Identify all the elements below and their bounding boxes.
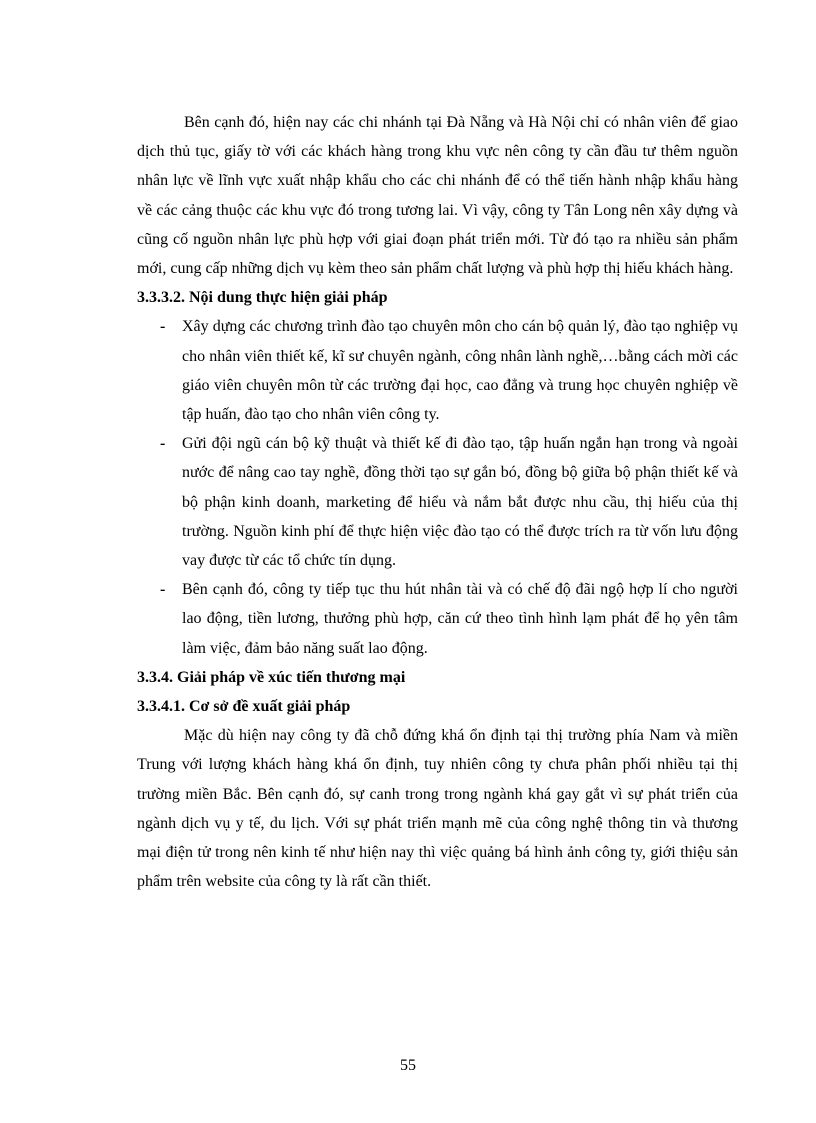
bullet-dash: - <box>160 435 166 453</box>
list-item <box>137 429 738 575</box>
bullet-list <box>137 312 738 662</box>
heading-3-3-4: 3.3.4. Giải pháp về xúc tiến thương mại <box>137 668 406 686</box>
heading-3-3-3-2: 3.3.3.2. Nội dung thực hiện giải pháp <box>137 289 388 307</box>
paragraph-basis: Mặc dù hiện nay công ty đã chỗ đứng khá ổn định tại thị trường phía Nam và miền Trung với lượng khách hàng khá ổn định, tuy nhiên công ty chưa phân phối nhiều tại thị trường miền Bắc. Bên cạnh đó, sự canh trong trong ngành khá gay gắt vì sự phát triển của ngành dịch vụ y tế, du lịch. Với sự phát triển mạnh mẽ của công nghệ thông tin và thương mại điện tử trong nên kinh tế như hiện nay thì việc quảng bá hình ảnh công ty, giới thiệu sản phẩm trên website của công ty là rất cần thiết. <box>137 727 738 891</box>
paragraph-intro: Bên cạnh đó, hiện nay các chi nhánh tại Đà Nẵng và Hà Nội chỉ có nhân viên để giao dịch thủ tục, giấy tờ với các khách hàng trong khu vực nên công ty cần đầu tư thêm nguồn nhân lực về lĩnh vực xuất nhập khẩu cho các chi nhánh để có thể tiến hành nhập khẩu hàng về các cảng thuộc các khu vực đó trong tương lai. Vì vậy, công ty Tân Long nên xây dựng và cũng cố nguồn nhân lực phù hợp với giai đoạn phát triển mới. Từ đó tạo ra nhiều sản phẩm mới, cung cấp những dịch vụ kèm theo sản phẩm chất lượng và phù hợp thị hiếu khách hàng. <box>137 114 738 278</box>
list-item <box>137 312 738 429</box>
bullet-dash: - <box>160 318 166 336</box>
list-item-text: Xây dựng các chương trình đào tạo chuyên môn cho cán bộ quản lý, đào tạo nghiệp vụ cho nhân viên thiết kế, kĩ sư chuyên ngành, công nhân lành nghề,…bằng cách mời các giáo viên chuyên môn từ các trường đại học, cao đẳng và trung học chuyên nghiệp về tập huấn, đào tạo cho nhân viên công ty. <box>182 318 738 424</box>
heading-3-3-4-1: 3.3.4.1. Cơ sở đề xuất giải pháp <box>137 698 351 716</box>
bullet-dash: - <box>160 581 166 599</box>
page-content <box>137 108 738 896</box>
page-number: 55 <box>400 1057 416 1074</box>
list-item-text: Bên cạnh đó, công ty tiếp tục thu hút nhân tài và có chế độ đãi ngộ hợp lí cho người lao động, tiền lương, thưởng phù hợp, căn cứ theo tình hình lạm phát để họ yên tâm làm việc, đảm bảo năng suất lao động. <box>182 581 738 657</box>
list-item <box>137 575 738 663</box>
list-item-text: Gửi đội ngũ cán bộ kỹ thuật và thiết kế đi đào tạo, tập huấn ngắn hạn trong và ngoài nước để nâng cao tay nghề, đồng thời tạo sự gắn bó, đồng bộ giữa bộ phận thiết kế và bộ phận kinh doanh, marketing để hiểu và nắm bắt được nhu cầu, thị hiếu của thị trường. Nguồn kinh phí để thực hiện việc đào tạo có thể được trích ra từ vốn lưu động vay được từ các tổ chức tín dụng. <box>182 435 738 570</box>
